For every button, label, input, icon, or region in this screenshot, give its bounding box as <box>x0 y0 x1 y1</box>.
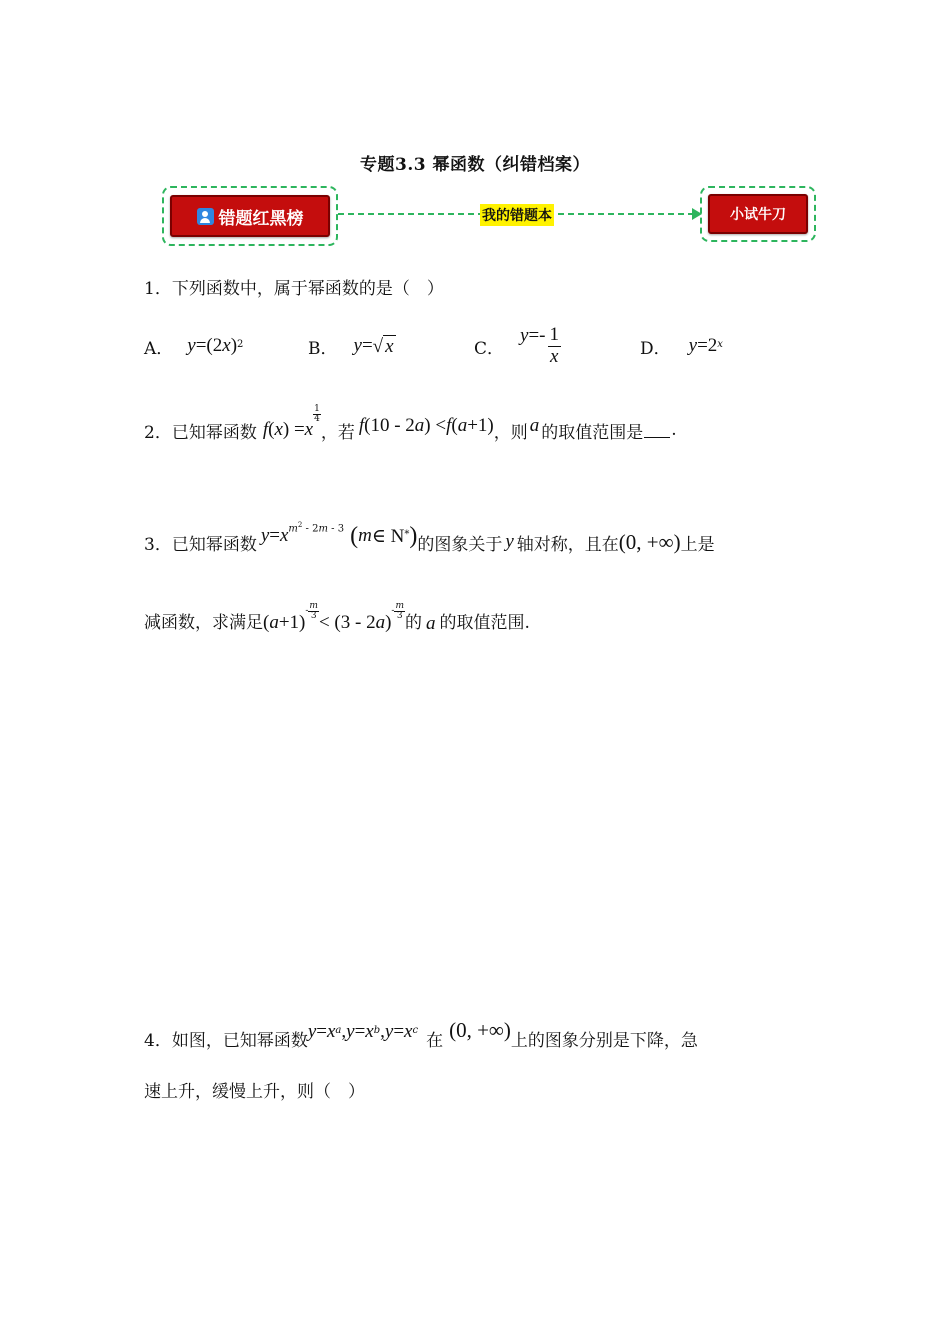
quick-practice-button[interactable] <box>708 194 808 234</box>
question-3-line-2: 减函数，求满足 ( a +1) - $\frac{m}{3}$ < (3 - 2 a ) - $\frac{m}{3}$ 的 a 的取值范围. <box>144 600 530 634</box>
question-1-options <box>144 316 723 376</box>
fraction: $\frac{1}{x}$ <box>549 323 559 367</box>
function-definition: f ( x ) = x $\frac{1}{4}$ <box>262 403 320 440</box>
left-label: 错题红黑榜 <box>218 208 304 229</box>
option-c[interactable]: C． y =- $\frac{1}{x}$ <box>474 323 559 367</box>
question-number: 3． <box>144 534 172 555</box>
question-number: 1． <box>144 279 172 299</box>
question-1-stem <box>144 274 444 299</box>
right-label: 小试牛刀 <box>730 207 786 223</box>
option-a-formula: y <box>187 335 196 356</box>
my-mistake-notebook-label: 我的错题本 <box>480 204 554 226</box>
question-4-line-2: 速上升，缓慢上升，则（ ） <box>144 1082 365 1102</box>
inequality: ( a +1) - $\frac{m}{3}$ < (3 - 2 a ) - $\frac{m}{3}$ <box>263 600 405 633</box>
wrong-question-ranking-button[interactable] <box>170 195 330 237</box>
option-b-formula: y <box>353 335 362 356</box>
option-b[interactable]: B． y = √ x <box>308 335 394 359</box>
sqrt-icon: √ x <box>372 335 394 357</box>
power-function-formula: y = x $m^2 - 2m - 3$ ( m ∈ N * ) <box>260 521 418 549</box>
question-2: 2． 已知幂函数 f ( x ) = x $\frac{1}{4}$ ，若 f (10 - 2 a ) < f ( a +1) ，则 a 的取值范围是 . <box>144 403 677 443</box>
question-number: 2． <box>144 422 172 443</box>
answer-blank[interactable] <box>644 423 670 438</box>
question-3-line-1: 3． 已知幂函数 y = x $m^2 - 2m - 3$ ( m ∈ N * ) 的图象关于 y 轴对称，且在 (0, +∞) 上是 <box>144 521 715 555</box>
question-text: 下列函数中，属于幂函数的是（ ） <box>171 279 444 299</box>
question-4-line-1: 4． 如图，已知幂函数 y = x $^a$ , y = x $^b$ , y = x $^c$ 在 (0, +∞) 上的图象分别是下降，急 <box>144 1017 698 1051</box>
power-functions-formula: y = x $^a$ , y = x $^b$ , y = x $^c$ <box>307 1021 419 1042</box>
question-number: 4． <box>144 1030 172 1051</box>
option-d-formula: y <box>688 335 698 356</box>
option-a[interactable]: A． y =(2 x ) $^2$ <box>144 335 244 359</box>
user-icon <box>197 208 214 225</box>
option-d[interactable]: D． y =2 $^x$ <box>640 335 723 359</box>
page-title: 专题3.3 幂函数（纠错档案） <box>360 155 590 175</box>
option-c-formula: y <box>520 325 529 346</box>
inequality: f (10 - 2 a ) < f ( a +1) <box>358 415 494 436</box>
banner <box>162 186 816 246</box>
